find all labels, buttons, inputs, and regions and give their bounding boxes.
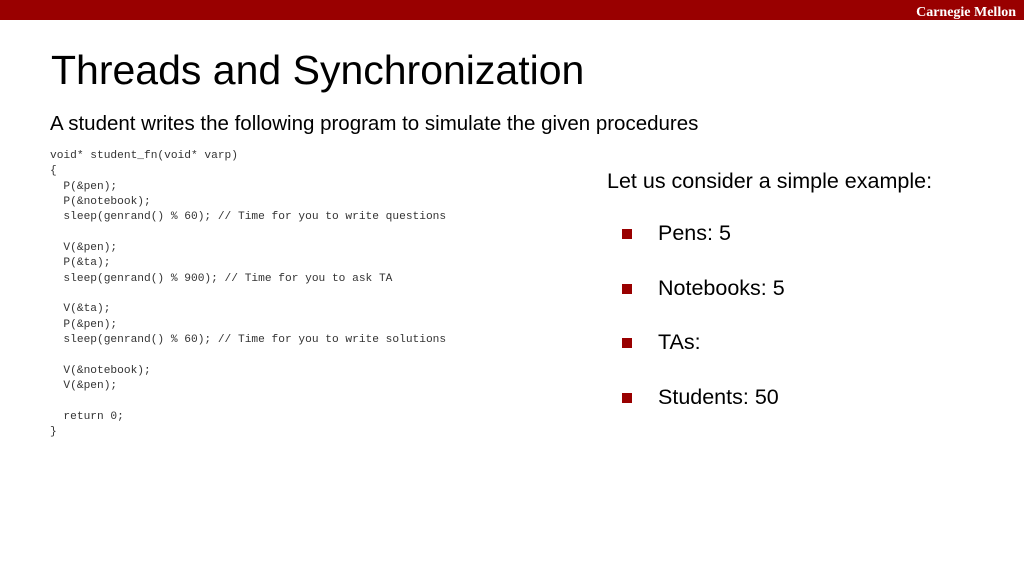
code-line: {: [50, 165, 57, 178]
bullet-label: Students: 50: [658, 384, 779, 409]
slide-subtitle: A student writes the following program to simulate the given procedures: [50, 112, 699, 135]
slide-title: Threads and Synchronization: [51, 47, 585, 93]
bullet-students: [622, 382, 785, 437]
bullet-label: Pens: 5: [658, 221, 731, 245]
bullet-tas: [622, 327, 785, 382]
header-bar: [0, 0, 1024, 20]
code-line: V(&pen);: [50, 380, 118, 393]
code-line: [50, 226, 446, 241]
brand-name: Carnegie Mellon: [916, 5, 1016, 20]
square-bullet-icon: [622, 284, 632, 294]
code-line: [50, 287, 446, 302]
example-heading: Let us consider a simple example:: [607, 169, 933, 193]
bullet-label: TAs:: [658, 330, 701, 355]
bullet-label: Notebooks: 5: [658, 275, 785, 300]
code-line: V(&notebook);: [50, 364, 151, 377]
code-line: sleep(genrand() % 60); // Time for you to write solutions: [50, 334, 447, 347]
code-line: P(&pen);: [50, 180, 118, 193]
code-block: [50, 149, 446, 441]
code-line: P(&pen);: [50, 318, 118, 331]
code-line: [50, 395, 446, 410]
bullet-notebooks: [622, 273, 785, 328]
code-line: [50, 348, 446, 363]
square-bullet-icon: [622, 393, 632, 403]
code-line: void* student_fn(void* varp): [50, 150, 238, 162]
code-line: }: [50, 426, 57, 439]
code-line: sleep(genrand() % 900); // Time for you to ask TA: [50, 272, 393, 285]
bullet-pens: [622, 218, 785, 273]
code-line: P(&notebook);: [50, 196, 151, 209]
code-line: sleep(genrand() % 60); // Time for you to write questions: [50, 211, 447, 224]
example-bullet-list: [622, 218, 785, 436]
code-line: return 0;: [50, 410, 124, 423]
code-line: P(&ta);: [50, 257, 111, 270]
square-bullet-icon: [622, 338, 632, 348]
code-line: V(&pen);: [50, 242, 118, 255]
square-bullet-icon: [622, 229, 632, 239]
code-line: V(&ta);: [50, 303, 111, 316]
